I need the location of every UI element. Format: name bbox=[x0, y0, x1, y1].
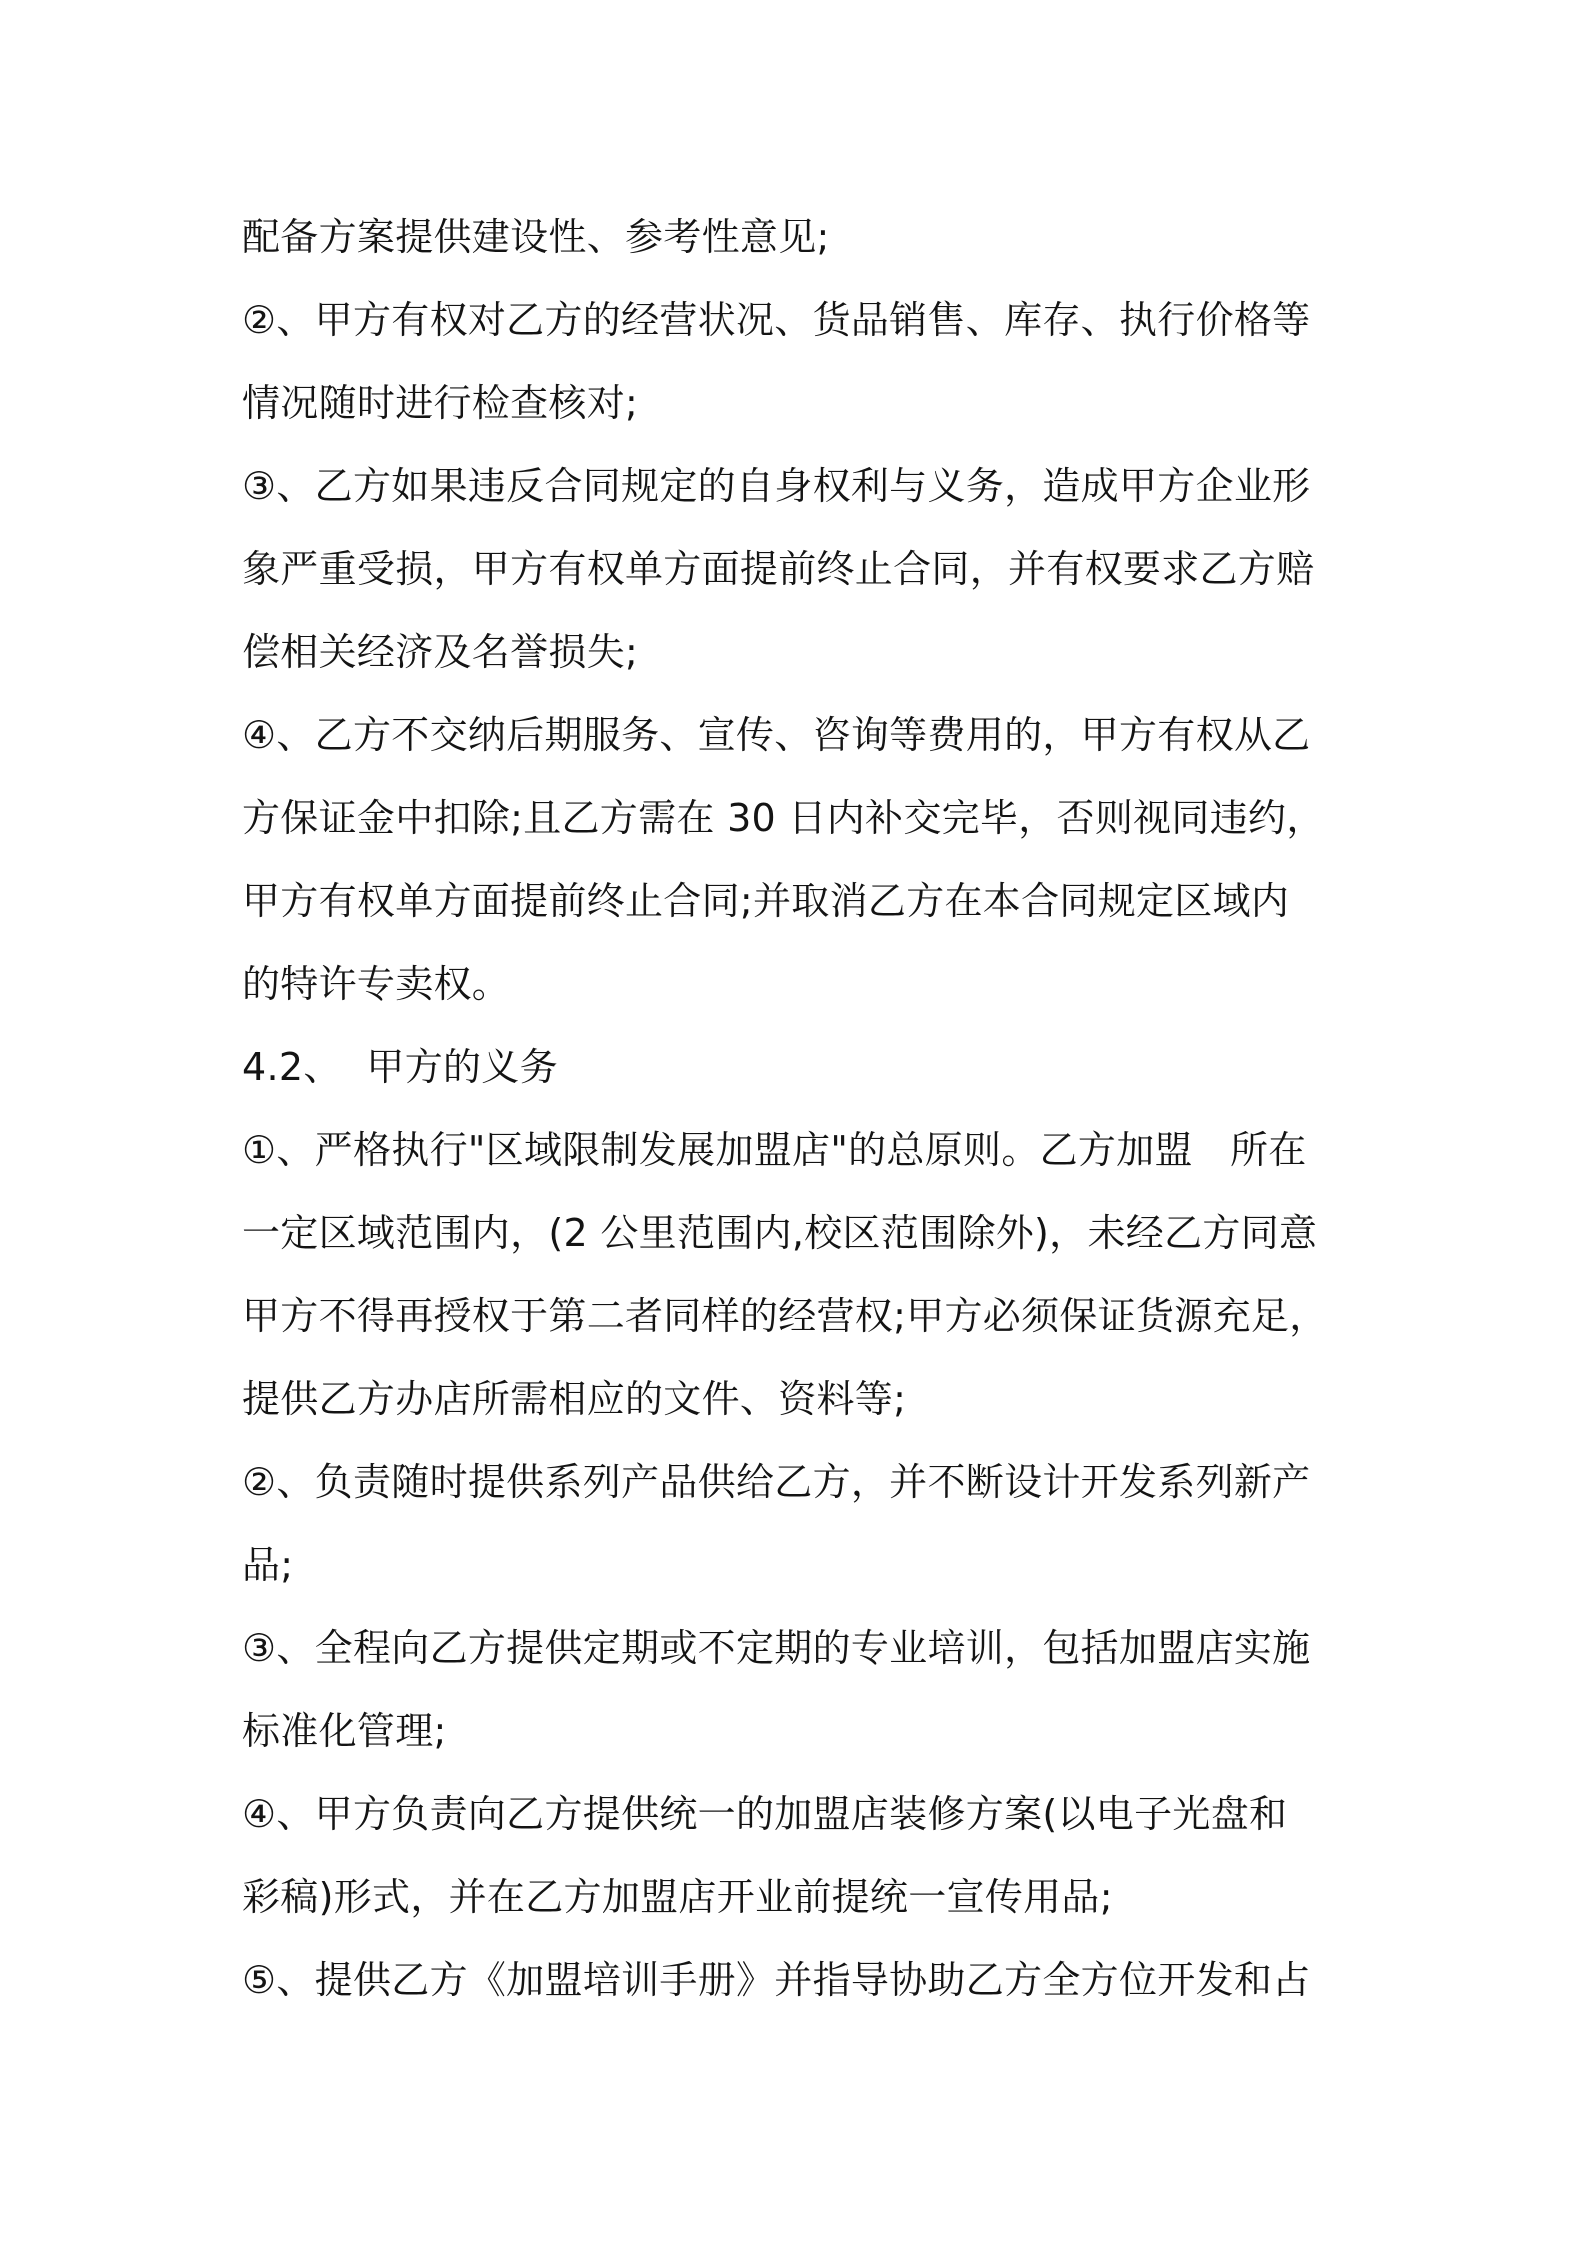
text-line: ②、负责随时提供系列产品供给乙方，并不断设计开发系列新产 bbox=[242, 1460, 1311, 1504]
text-line: 标准化管理; bbox=[242, 1709, 447, 1753]
text-line: ③、全程向乙方提供定期或不定期的专业培训，包括加盟店实施 bbox=[242, 1626, 1311, 1670]
text-line: ④、甲方负责向乙方提供统一的加盟店装修方案(以电子光盘和 bbox=[242, 1792, 1288, 1836]
text-line: 方保证金中扣除;且乙方需在 30 日内补交完毕，否则视同违约， bbox=[242, 796, 1325, 840]
text-line: ③、乙方如果违反合同规定的自身权利与义务，造成甲方企业形 bbox=[242, 464, 1311, 508]
text-line: 情况随时进行检查核对; bbox=[242, 381, 639, 425]
text-line: ⑤、提供乙方《加盟培训手册》并指导协助乙方全方位开发和占 bbox=[242, 1958, 1311, 2002]
text-line: 偿相关经济及名誉损失; bbox=[242, 630, 639, 674]
text-line: 甲方不得再授权于第二者同样的经营权;甲方必须保证货源充足， bbox=[242, 1294, 1328, 1338]
text-line: 配备方案提供建设性、参考性意见; bbox=[242, 215, 830, 259]
text-line: 品; bbox=[242, 1543, 294, 1587]
text-line: 甲方有权单方面提前终止合同;并取消乙方在本合同规定区域内 bbox=[242, 879, 1290, 923]
text-line: ②、甲方有权对乙方的经营状况、货品销售、库存、执行价格等 bbox=[242, 298, 1311, 342]
section-heading: 4.2、 甲方的义务 bbox=[242, 1045, 558, 1089]
document-body bbox=[242, 196, 1362, 2022]
text-line: 一定区域范围内，(2 公里范围内,校区范围除外)，未经乙方同意 bbox=[242, 1211, 1318, 1255]
text-line: ④、乙方不交纳后期服务、宣传、咨询等费用的，甲方有权从乙 bbox=[242, 713, 1311, 757]
text-line: 提供乙方办店所需相应的文件、资料等; bbox=[242, 1377, 907, 1421]
text-line: 彩稿)形式，并在乙方加盟店开业前提统一宣传用品; bbox=[242, 1875, 1113, 1919]
text-line: 的特许专卖权。 bbox=[242, 962, 511, 1006]
text-line: ①、严格执行"区域限制发展加盟店"的总原则。乙方加盟 所在 bbox=[242, 1128, 1307, 1172]
text-line: 象严重受损，甲方有权单方面提前终止合同，并有权要求乙方赔 bbox=[242, 547, 1315, 591]
